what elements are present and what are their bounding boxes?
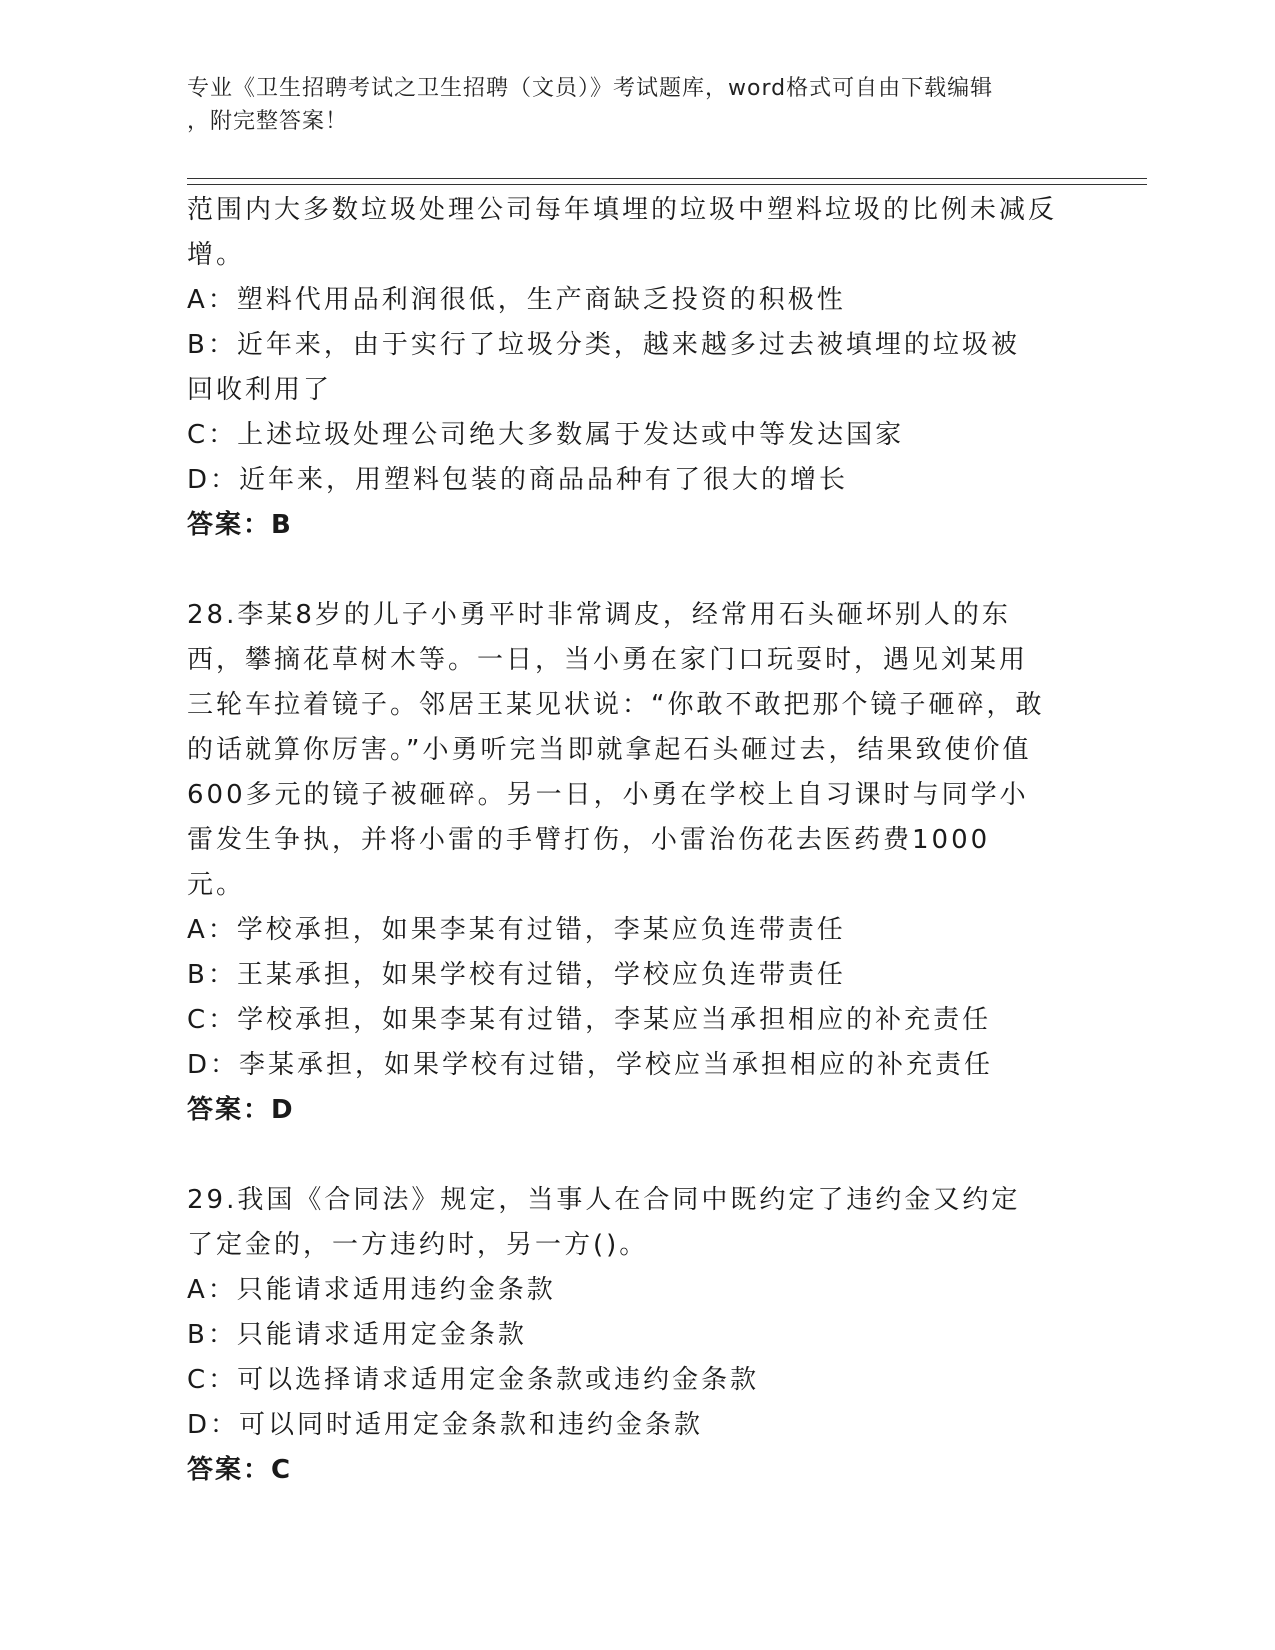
- question-28-answer: 答案：D: [187, 1095, 295, 1125]
- header-line-2: ，附完整答案！: [187, 109, 349, 134]
- question-content: [187, 188, 1087, 1493]
- question-29-answer: 答案：C: [187, 1455, 293, 1485]
- question-27-answer: 答案：B: [187, 510, 293, 540]
- header-rule-top: [187, 178, 1147, 179]
- question-27-option-a: A：塑料代用品利润很低，生产商缺乏投资的积极性: [187, 285, 846, 315]
- question-29-option-c: C：可以选择请求适用定金条款或违约金条款: [187, 1365, 760, 1395]
- question-28: [187, 593, 1087, 1133]
- question-28-option-d: D：李某承担，如果学校有过错，学校应当承担相应的补充责任: [187, 1050, 994, 1080]
- page-header: [187, 72, 1087, 138]
- question-27-stem-line-1: 范围内大多数垃圾处理公司每年填埋的垃圾中塑料垃圾的比例未减反: [187, 195, 1058, 225]
- question-28-option-a: A：学校承担，如果李某有过错，李某应负连带责任: [187, 915, 846, 945]
- question-28-option-b: B：王某承担，如果学校有过错，学校应负连带责任: [187, 960, 846, 990]
- spacer: [187, 548, 1087, 593]
- question-29-option-a: A：只能请求适用违约金条款: [187, 1275, 556, 1305]
- spacer: [187, 1133, 1087, 1178]
- question-29: [187, 1178, 1087, 1493]
- question-27-option-d: D：近年来，用塑料包装的商品品种有了很大的增长: [187, 465, 849, 495]
- header-rule-bottom: [187, 184, 1147, 185]
- question-29-option-d: D：可以同时适用定金条款和违约金条款: [187, 1410, 704, 1440]
- question-27-option-b: B：近年来，由于实行了垃圾分类，越来越多过去被填埋的垃圾被回收利用了: [187, 330, 1020, 405]
- question-28-option-c: C：学校承担，如果李某有过错，李某应当承担相应的补充责任: [187, 1005, 992, 1035]
- question-27-option-c: C：上述垃圾处理公司绝大多数属于发达或中等发达国家: [187, 420, 905, 450]
- question-29-stem: 29.我国《合同法》规定，当事人在合同中既约定了违约金又约定了定金的，一方违约时，另一方()。: [187, 1185, 1021, 1260]
- question-29-option-b: B：只能请求适用定金条款: [187, 1320, 527, 1350]
- question-27-stem-line-2: 增。: [187, 240, 246, 270]
- header-line-1: 专业《卫生招聘考试之卫生招聘（文员）》考试题库，word格式可自由下载编辑: [187, 76, 994, 101]
- question-27: [187, 188, 1087, 548]
- question-28-stem: 28.李某8岁的儿子小勇平时非常调皮，经常用石头砸坏别人的东西，攀摘花草树木等。一日，当小勇在家门口玩耍时，遇见刘某用三轮车拉着镜子。邻居王某见状说：“你敢不敢把那个镜子砸碎，敢的话就算你厉害。”小勇听完当即就拿起石头砸过去，结果致使价值600多元的镜子被砸碎。另一日，小勇在学校上自习课时与同学小雷发生争执，并将小雷的手臂打伤，小雷治伤花去医药费1000元。: [187, 600, 1045, 900]
